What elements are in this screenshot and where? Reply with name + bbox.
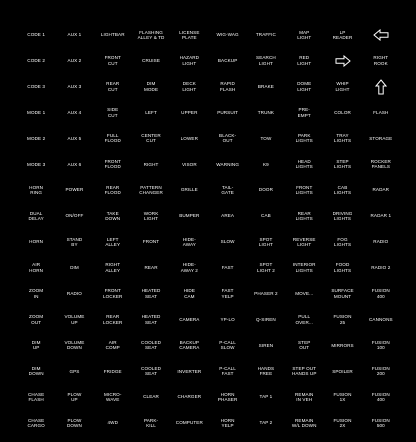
label-hazard-light: HAZARD LIGHT <box>179 55 200 66</box>
label-license-plate: LICENSE PLATE <box>179 29 200 40</box>
label-left-alley: LEFT ALLEY <box>105 236 121 247</box>
label-front-flood: FRONT FLOOD <box>104 158 121 170</box>
label-gps: GPS <box>69 368 80 374</box>
label-deck-light: DECK LIGHT <box>182 81 197 92</box>
label-hide-cam: HIDE CAM <box>183 288 196 299</box>
label-cruise: CRUISE <box>142 58 161 64</box>
label-rear-cut: REAR CUT <box>106 81 120 92</box>
label-head-lights: HEAD LIGHTS <box>295 158 313 170</box>
label-right-rook: RIGHT ROOK <box>373 55 389 66</box>
label-area: AREA <box>221 213 235 219</box>
label-charger: CHARGER <box>177 394 202 400</box>
label-inverter: INVERTER <box>177 368 202 374</box>
label-food-lights: FOOD LIGHTS <box>333 262 352 273</box>
label-warning: WARNING <box>216 161 239 167</box>
label-slow: SLOW <box>220 239 235 245</box>
label-on-off: ON/OFF <box>65 213 84 219</box>
label-fusion-2x: FUSION 2X <box>333 417 352 429</box>
label-pull-over: PULL OVER... <box>295 314 313 325</box>
label-surface-mount: SURFACE MOUNT <box>331 288 354 299</box>
label-heated-seat: HEATED SEAT <box>141 288 161 299</box>
label-front: FRONT <box>142 239 160 245</box>
label-cab: CAB <box>261 213 271 219</box>
label-q-siren: Q-SIREN <box>256 316 276 322</box>
label-zoom-out: ZOOM OUT <box>29 314 44 325</box>
label-code-2: CODE 2 <box>27 58 45 64</box>
label-lp-reader: LP READER <box>332 29 353 40</box>
label-map-light: MAP LIGHT <box>297 29 312 40</box>
label-spoiler: SPOILER <box>332 368 353 374</box>
label-fog-lights: FOG LIGHTS <box>333 236 352 247</box>
label-tap-1: TAP 1 <box>259 394 273 400</box>
label-dome-light: DOME LIGHT <box>297 81 312 92</box>
arrow-right-icon <box>323 48 361 74</box>
label-k9: K9 <box>263 161 269 167</box>
label-radio-2: RADIO 2 <box>371 265 391 271</box>
label-tail-gate: TAIL- GATE <box>221 184 234 196</box>
label-volume-down: VOLUME DOWN <box>64 340 85 351</box>
label-air-comp: AIR COMP <box>105 340 120 351</box>
button-label-grid <box>17 22 400 436</box>
label-horn: HORN <box>29 239 44 245</box>
label-cannons: CANNONS <box>368 316 393 322</box>
label-mode-2: MODE 2 <box>27 135 46 141</box>
label-computer: COMPUTER <box>175 420 203 426</box>
label-center-cut: CENTER CUT <box>141 133 161 144</box>
label-pattern-changer: PATTERN CHANGER <box>139 184 163 196</box>
label-fast-yelp: FAST YELP <box>221 288 234 299</box>
label-step-out: STEP OUT <box>298 340 311 351</box>
label-right: RIGHT <box>143 161 159 167</box>
label-mirrors: MIRRORS <box>331 342 354 348</box>
label-horn-phaser: HORN PHASER <box>217 391 238 403</box>
label-radar-1: RADAR 1 <box>370 213 392 219</box>
label-fast: FAST <box>221 265 234 271</box>
label-park-kill: PARK- KILL <box>143 417 159 429</box>
label-front-locker: FRONT LOCKER <box>102 288 123 299</box>
label-park-lights: PARK LIGHTS <box>295 133 313 144</box>
label-aux-2: AUX 2 <box>67 58 82 64</box>
label-black-out: BLACK- OUT <box>219 133 237 144</box>
label-step-lights: STEP LIGHTS <box>333 158 352 170</box>
label-camera: CAMERA <box>179 316 200 322</box>
label-chase-flash: CHASE FLASH <box>27 391 45 403</box>
label-lower: LOWER <box>180 135 199 141</box>
label-flash: FLASH <box>373 109 389 115</box>
label-backup: BACKUP <box>217 58 238 64</box>
label-radio: RADIO <box>66 290 82 296</box>
label-fusion-200: FUSION 200 <box>371 365 390 377</box>
label-reverse-light: REVERSE LIGHT <box>292 236 316 247</box>
label-fusion-400: FUSION 400 <box>371 391 390 403</box>
label-take-down: TAKE DOWN <box>105 210 121 222</box>
label-tap-2: TAP 2 <box>259 420 273 426</box>
label-bumper: BUMPER <box>179 213 200 219</box>
label-aux-5: AUX 5 <box>67 135 82 141</box>
label-radar: RADAR <box>372 187 390 193</box>
label-front-lights: FRONT LIGHTS <box>295 184 313 196</box>
label-yp-lo: YP-LO <box>220 316 235 322</box>
label-heated-seat: HEATED SEAT <box>141 314 161 325</box>
label-hands-free: HANDS FREE <box>257 365 275 377</box>
label-backup-camera: BACKUP CAMERA <box>179 340 200 351</box>
label-fusion-1x: FUSION 1X <box>333 391 352 403</box>
label-aux-6: AUX 6 <box>67 161 82 167</box>
label-remain-in-veh: REMAIN IN VEH <box>294 391 314 403</box>
label-pre-empt: PRE- EMPT <box>297 107 311 118</box>
label-air-horn: AIR HORN <box>29 262 44 273</box>
label-p-call-slow: P-CALL SLOW <box>219 340 236 351</box>
label-move: MOVE... <box>295 290 314 296</box>
label-visor: VISOR <box>181 161 197 167</box>
label-red-light: RED LIGHT <box>297 55 312 66</box>
label-flashing-alley-td: FLASHING ALLEY & TD <box>137 29 165 40</box>
arrow-up-icon <box>362 74 400 100</box>
label-zoom-in: ZOOM IN <box>29 288 44 299</box>
label-code-3: CODE 3 <box>27 83 45 89</box>
label-grille: GRILLE <box>180 187 198 193</box>
label-cab-lights: CAB LIGHTS <box>333 184 352 196</box>
label-lightbar: LIGHTBAR <box>100 32 125 38</box>
label-side-cut: SIDE CUT <box>107 107 119 118</box>
label-full-flood: FULL FLOOD <box>104 133 121 144</box>
label-rear-locker: REAR LOCKER <box>102 314 123 325</box>
label-clear: CLEAR <box>143 394 159 400</box>
label-horn-yelp: HORN YELP <box>220 417 235 429</box>
label-fridge: FRIDGE <box>103 368 122 374</box>
label-mode-3: MODE 3 <box>27 161 46 167</box>
label-chase-cargo: CHASE CARGO <box>27 417 45 429</box>
label-upper: UPPER <box>181 109 198 115</box>
label-4wd: 4WD <box>107 420 118 426</box>
label-tow: TOW <box>260 135 272 141</box>
label-code-1: CODE 1 <box>27 32 45 38</box>
label-p-call-fast: P-CALL FAST <box>219 365 236 377</box>
arrow-left-icon <box>362 22 400 48</box>
label-dual-delay: DUAL DELAY <box>28 210 44 222</box>
label-fusion-100: FUSION 100 <box>371 340 390 351</box>
label-aux-3: AUX 3 <box>67 83 82 89</box>
label-pursuit: PURSUIT <box>217 109 239 115</box>
label-interior-lights: INTERIOR LIGHTS <box>292 262 316 273</box>
label-hide-away-2: HIDE- AWAY 2 <box>180 262 198 273</box>
label-radio: RADIO <box>373 239 389 245</box>
label-search-light: SEARCH LIGHT <box>256 55 276 66</box>
label-volume-up: VOLUME UP <box>64 314 85 325</box>
label-right-alley: RIGHT ALLEY <box>105 262 121 273</box>
label-rear: REAR <box>144 265 158 271</box>
label-cooled-seat: COOLED SEAT <box>141 365 162 377</box>
label-plow-down: PLOW DOWN <box>66 417 82 429</box>
label-hide-away: HIDE- AWAY <box>182 236 196 247</box>
label-siren: SIREN <box>258 342 274 348</box>
label-fusion-25: FUSION 25 <box>333 314 352 325</box>
label-brake: BRAKE <box>257 83 274 89</box>
label-wig-wag: WIG-WAG <box>216 32 239 38</box>
label-fusion-500: FUSION 500 <box>371 417 390 429</box>
label-traffic: TRAFFIC <box>255 32 276 38</box>
label-dim: DIM <box>70 265 79 271</box>
label-spot-light: SPOT LIGHT <box>258 236 273 247</box>
label-cooled-seat: COOLED SEAT <box>141 340 162 351</box>
label-front-cut: FRONT CUT <box>104 55 121 66</box>
label-step-out-hands-up: STEP OUT HANDS UP <box>291 365 317 377</box>
label-dim-down: DIM DOWN <box>28 365 44 377</box>
label-horn-ring: HORN RING <box>29 184 44 196</box>
label-tray-lights: TRAY LIGHTS <box>333 133 352 144</box>
label-dim-up: DIM UP <box>31 340 41 351</box>
label-rocker-panels: ROCKER PANELS <box>370 158 391 170</box>
label-mode-1: MODE 1 <box>27 109 46 115</box>
label-driving-lights: DRIVING LIGHTS <box>332 210 353 222</box>
label-work-light: WORK LIGHT <box>143 210 159 222</box>
label-dim-mode: DIM MODE <box>143 81 159 92</box>
label-door: DOOR <box>258 187 274 193</box>
label-micro-wave: MICRO- WAVE <box>104 391 122 403</box>
label-aux-4: AUX 4 <box>67 109 82 115</box>
label-phaser-2: PHASER 2 <box>254 290 278 296</box>
label-spot-light-2: SPOT LIGHT 2 <box>256 262 275 273</box>
label-rear-lights: REAR LIGHTS <box>295 210 313 222</box>
label-rapid-flash: RAPID FLASH <box>219 81 236 92</box>
label-aux-1: AUX 1 <box>67 32 82 38</box>
label-remain-w-l-down: REMAIN W/L DOWN <box>291 417 317 429</box>
label-rear-flood: REAR FLOOD <box>104 184 121 196</box>
label-storage: STORAGE <box>369 135 393 141</box>
label-left: LEFT <box>145 109 157 115</box>
label-power: POWER <box>65 187 84 193</box>
label-whip-light: WHIP LIGHT <box>335 81 350 92</box>
label-plow-up: PLOW UP <box>67 391 82 403</box>
label-stand-by: STAND BY <box>66 236 83 247</box>
label-fusion-400: FUSION 400 <box>371 288 390 299</box>
label-color: COLOR <box>334 109 351 115</box>
label-trunk: TRUNK <box>257 109 275 115</box>
